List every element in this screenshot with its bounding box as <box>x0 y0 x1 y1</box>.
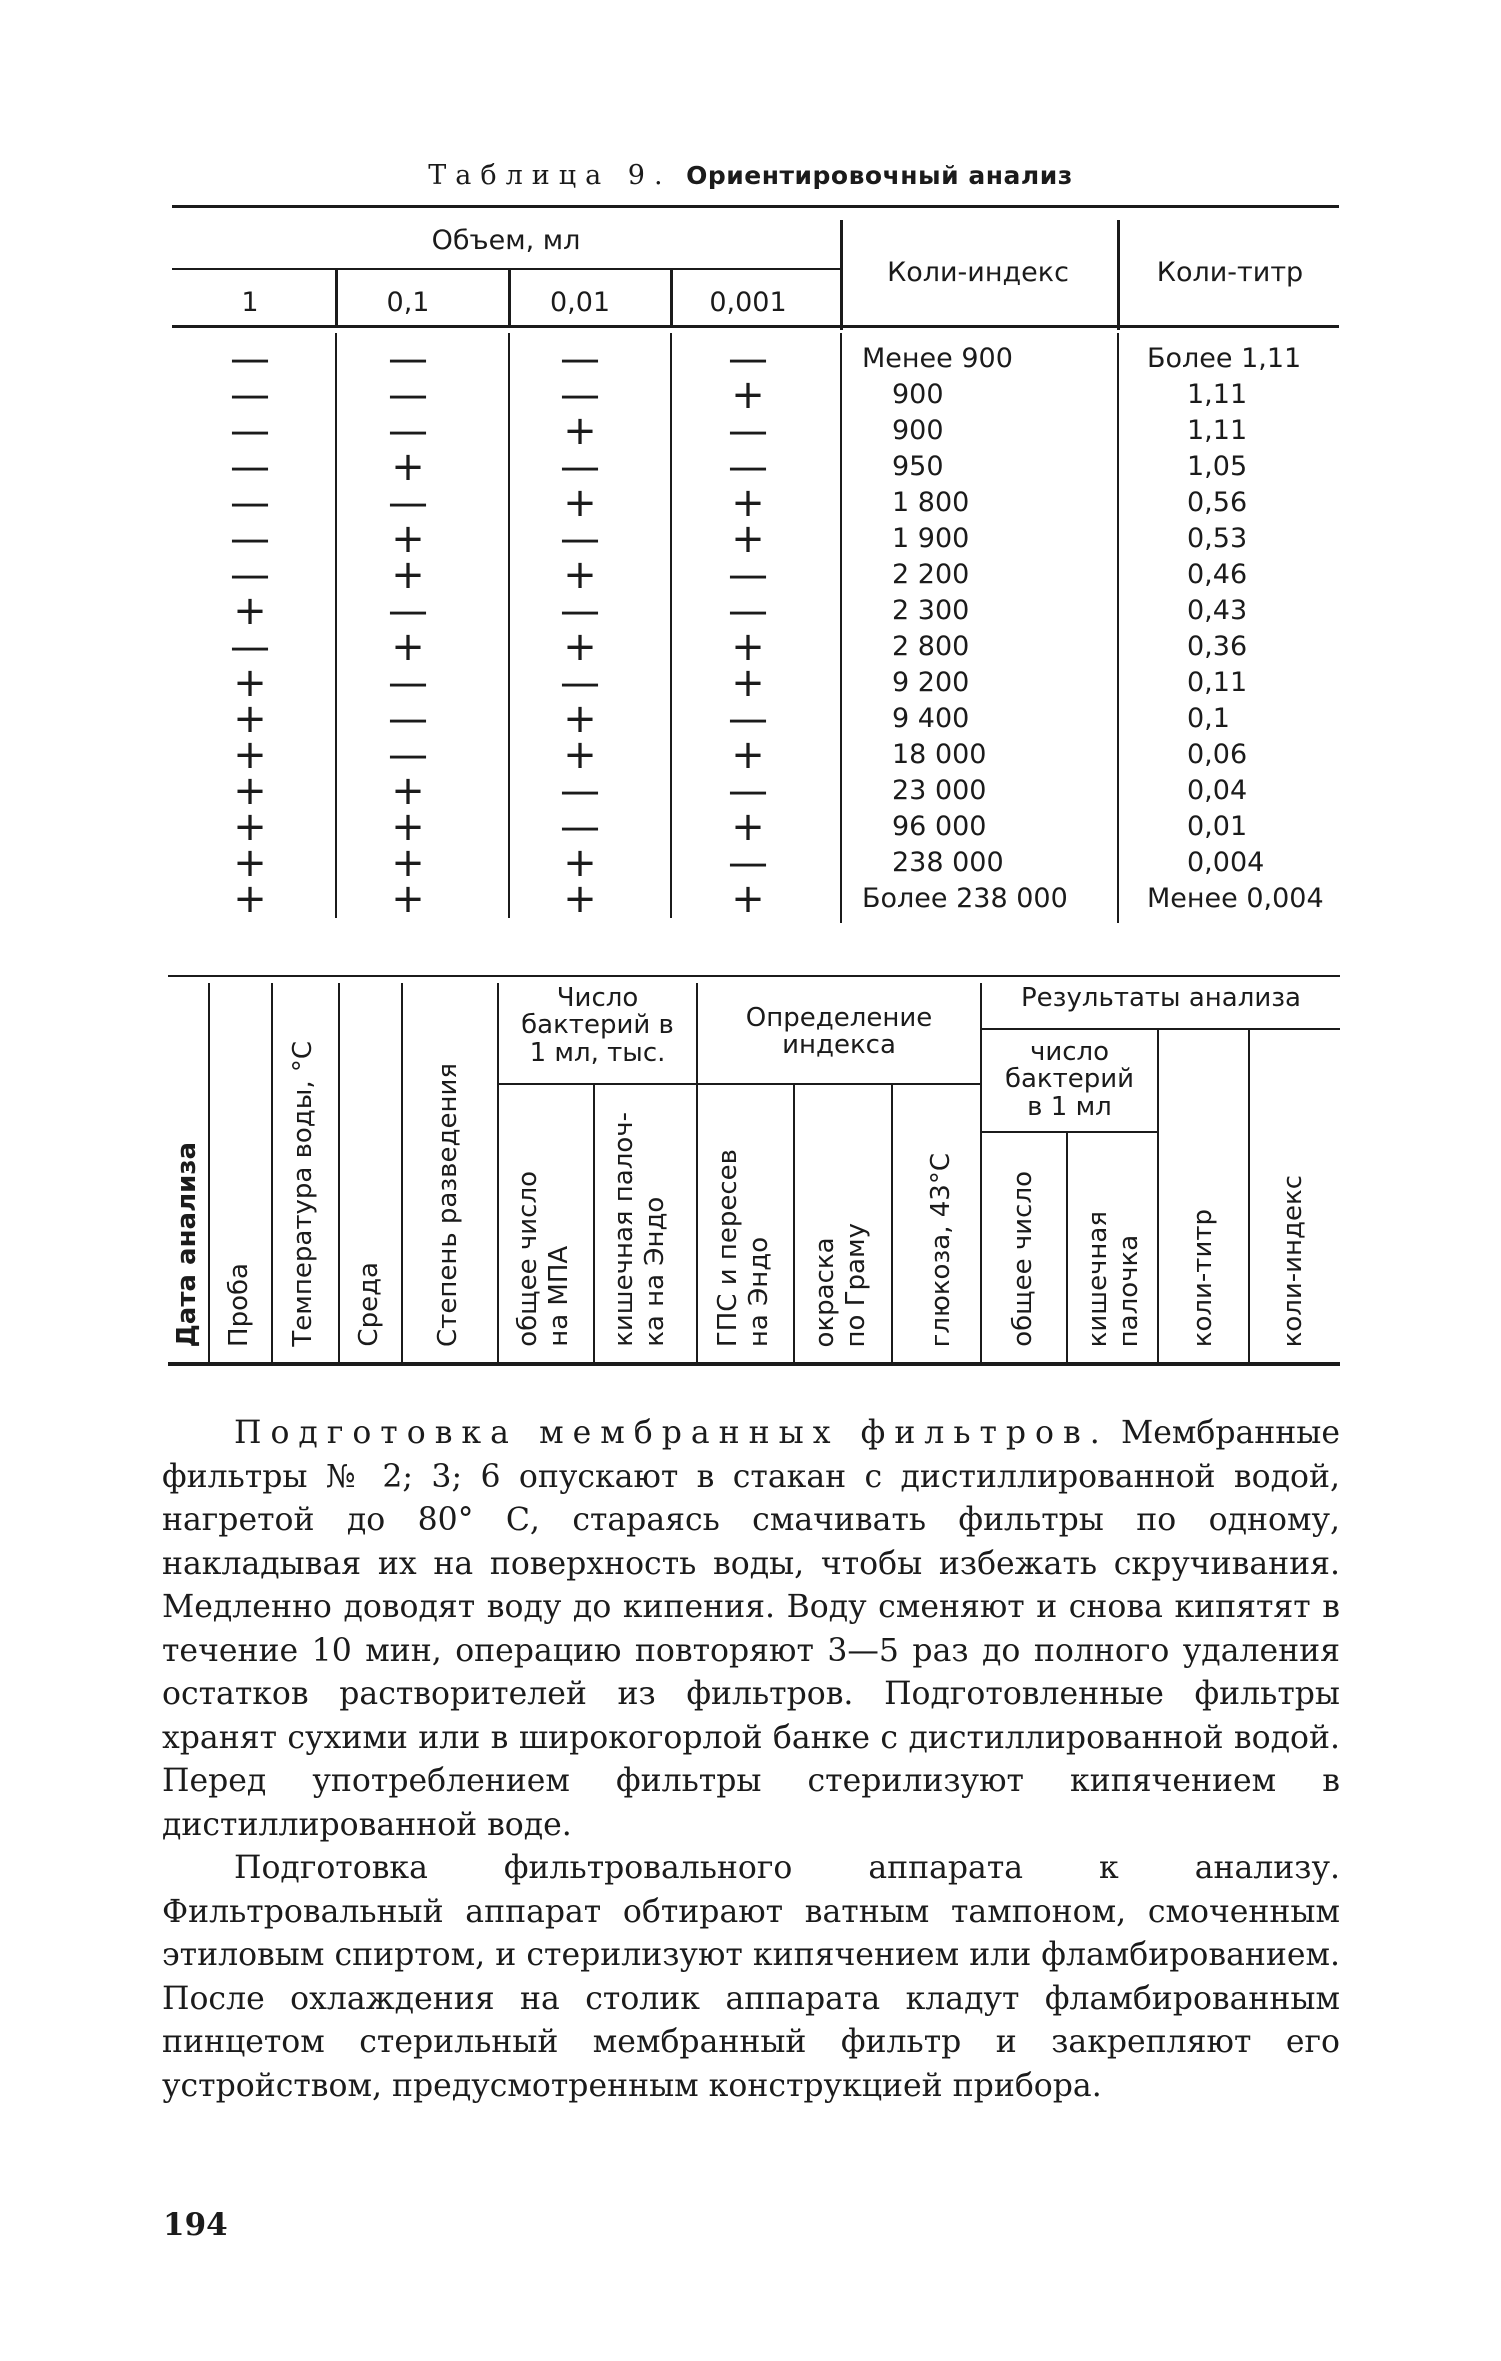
sign-cell: + <box>233 768 267 814</box>
sign-cell: + <box>391 840 425 886</box>
sign-cell: — <box>388 480 428 526</box>
temperature-column-header: Температура воды, °С <box>288 1041 318 1347</box>
coli-titer-cell: 1,11 <box>1187 379 1248 410</box>
vline <box>271 983 273 1363</box>
coli-index-cell: 2 200 <box>892 559 970 590</box>
sign-cell: + <box>233 588 267 634</box>
sign-cell: — <box>560 804 600 850</box>
vline <box>1248 1030 1250 1363</box>
paragraph-membrane-filters <box>162 1412 1340 1847</box>
sign-cell: + <box>563 552 597 598</box>
volume-col-0-1: 0,1 <box>386 287 430 318</box>
coli-index-cell: Менее 900 <box>862 343 1013 374</box>
vline <box>1066 1133 1068 1363</box>
coli-index-cell: 23 000 <box>892 775 987 806</box>
vline <box>891 1085 893 1363</box>
coli-titer-header: Коли-титр <box>1156 257 1304 288</box>
sign-cell: — <box>560 516 600 562</box>
vline <box>840 220 843 330</box>
sign-cell: — <box>560 336 600 382</box>
sign-cell: — <box>560 660 600 706</box>
vline <box>1157 1030 1159 1363</box>
analysis-journal-table <box>168 975 1340 1367</box>
coli-titer-cell: 0,36 <box>1187 631 1248 662</box>
bottom-rule <box>168 1362 1340 1366</box>
coli-index-column-header: коли-индекс <box>1278 1174 1308 1347</box>
vline <box>508 333 510 918</box>
volume-col-0-001: 0,001 <box>709 287 787 318</box>
body-text <box>162 1412 1340 2108</box>
sign-cell: + <box>233 696 267 742</box>
sign-cell: — <box>388 660 428 706</box>
glucose-column-header: глюкоза, 43°С <box>926 1152 956 1347</box>
sign-cell: — <box>560 372 600 418</box>
vline <box>1117 333 1119 923</box>
table-caption-title: Ориентировочный анализ <box>686 161 1073 190</box>
vline <box>670 270 673 325</box>
coli-index-cell: 18 000 <box>892 739 987 770</box>
coli-index-cell: 950 <box>892 451 944 482</box>
sign-cell: + <box>233 732 267 778</box>
sign-cell: + <box>391 804 425 850</box>
vline <box>401 983 403 1363</box>
coli-index-cell: 900 <box>892 415 944 446</box>
coli-index-cell: 1 900 <box>892 523 970 554</box>
top-rule <box>172 205 1339 208</box>
sign-cell: — <box>230 408 270 454</box>
date-column-header: Дата анализа <box>172 1141 202 1347</box>
coli-titer-column-header: коли-титр <box>1188 1208 1218 1347</box>
coli-index-header: Коли-индекс <box>887 257 1069 288</box>
paragraph-text: Мембранные фильтры № 2; 3; 6 опускают в стакан с дистиллированной водой, нагретой до 80° С, стараясь смачивать фильтры по одному, накладывая их на поверхность воды, чтобы избежать скручивания. Медленно доводят воду до кипения. Воду сменяют и снова кипятят в течение 10 мин, операцию повторяют 3—5 раз до полного удаления остатков растворителей из фильтров. Подготовленные фильтры хранят сухими или в широкогорлой банке с дистиллированной водой. Перед употреблением фильтры стерилизуют кипячением в дистиллированной воде. <box>162 1415 1340 1843</box>
coli-index-cell: 900 <box>892 379 944 410</box>
sign-cell: — <box>560 768 600 814</box>
coli-titer-cell: 0,1 <box>1187 703 1230 734</box>
coli-index-cell: Более 238 000 <box>862 883 1068 914</box>
sign-cell: — <box>388 336 428 382</box>
sign-cell: + <box>731 516 765 562</box>
dilution-column-header: Степень разведения <box>433 1063 463 1347</box>
volume-col-0-01: 0,01 <box>549 287 611 318</box>
coli-titer-cell: 0,46 <box>1187 559 1248 590</box>
sign-cell: — <box>728 696 768 742</box>
sign-cell: — <box>728 768 768 814</box>
sign-cell: — <box>560 444 600 490</box>
coli-rod-column-header: кишечная палочка <box>1083 1210 1145 1347</box>
hline <box>980 1131 1157 1133</box>
coli-index-cell: 96 000 <box>892 811 987 842</box>
bacteria-count-header: Число бактерий в 1 мл, тыс. <box>521 983 674 1068</box>
volume-rule <box>172 268 840 270</box>
sign-cell: — <box>728 840 768 886</box>
coli-index-cell: 2 300 <box>892 595 970 626</box>
sign-cell: + <box>731 732 765 778</box>
sign-cell: — <box>728 588 768 634</box>
sign-cell: + <box>563 624 597 670</box>
gram-column-header: окраска по Граму <box>810 1222 872 1347</box>
sign-cell: + <box>391 552 425 598</box>
coli-titer-cell: 0,56 <box>1187 487 1248 518</box>
sign-cell: + <box>233 660 267 706</box>
vline <box>793 1085 795 1363</box>
paragraph-filter-apparatus: Подготовка фильтровального аппарата к анализу. Фильтровальный аппарат обтирают ватным тампоном, смоченным этиловым спиртом, и стерилизуют кипячением или фламбированием. После охлаждения на столик аппарата кладут фламбированным пинцетом стерильный мембранный фильтр и закрепляют его устройством, предусмотренным конструкцией прибора. <box>162 1850 1340 2104</box>
coli-titer-cell: 0,43 <box>1187 595 1248 626</box>
sign-cell: — <box>388 696 428 742</box>
hline <box>696 1083 980 1085</box>
sign-cell: + <box>563 480 597 526</box>
page-number: 194 <box>163 2207 228 2243</box>
table-caption <box>0 160 1501 191</box>
vline <box>840 333 842 923</box>
sign-cell: + <box>391 516 425 562</box>
gps-endo-column-header: ГПС и пересев на Эндо <box>713 1148 775 1347</box>
coli-titer-cell: Менее 0,004 <box>1147 883 1324 914</box>
vline <box>335 270 338 325</box>
hline <box>497 1083 696 1085</box>
coli-titer-cell: 1,11 <box>1187 415 1248 446</box>
paragraph-heading: Подготовка мембранных фильтров. <box>234 1415 1109 1451</box>
sign-cell: — <box>388 372 428 418</box>
total-count-column-header: общее число <box>1008 1171 1038 1347</box>
sign-cell: — <box>728 336 768 382</box>
coli-titer-cell: 0,06 <box>1187 739 1248 770</box>
vline <box>208 983 210 1363</box>
coli-index-cell: 2 800 <box>892 631 970 662</box>
sign-cell: + <box>731 372 765 418</box>
table-9 <box>172 205 1339 925</box>
sign-cell: + <box>563 840 597 886</box>
coli-index-cell: 238 000 <box>892 847 1004 878</box>
coli-index-cell: 9 200 <box>892 667 970 698</box>
sign-cell: — <box>388 732 428 778</box>
sign-cell: + <box>563 732 597 778</box>
sign-cell: — <box>388 588 428 634</box>
hline <box>980 1028 1340 1030</box>
sign-cell: — <box>728 552 768 598</box>
coli-titer-cell: Более 1,11 <box>1147 343 1302 374</box>
sign-cell: + <box>731 660 765 706</box>
sign-cell: — <box>230 480 270 526</box>
sign-cell: — <box>230 624 270 670</box>
medium-column-header: Среда <box>354 1262 384 1347</box>
top-rule <box>168 975 1340 977</box>
sign-cell: — <box>230 444 270 490</box>
sign-cell: — <box>388 408 428 454</box>
coli-titer-cell: 0,004 <box>1187 847 1265 878</box>
sign-cell: + <box>391 624 425 670</box>
sample-column-header: Проба <box>224 1263 254 1347</box>
coli-endo-column-header: кишечная палоч- ка на Эндо <box>609 1112 671 1347</box>
coli-titer-cell: 0,04 <box>1187 775 1248 806</box>
coli-titer-cell: 0,11 <box>1187 667 1248 698</box>
sign-cell: + <box>391 768 425 814</box>
sign-cell: + <box>563 408 597 454</box>
sign-cell: — <box>230 372 270 418</box>
sign-cell: + <box>563 696 597 742</box>
vline <box>1117 220 1120 330</box>
sign-cell: — <box>230 336 270 382</box>
index-determination-header: Определение индекса <box>745 1003 933 1061</box>
total-mpa-column-header: общее число на МПА <box>513 1171 575 1347</box>
volume-header: Объем, мл <box>431 225 581 256</box>
table-caption-label: Таблица 9. <box>428 160 672 191</box>
coli-index-cell: 1 800 <box>892 487 970 518</box>
header-rule <box>172 325 1339 328</box>
sign-cell: + <box>731 624 765 670</box>
sign-cell: + <box>731 480 765 526</box>
sign-cell: + <box>233 804 267 850</box>
sign-cell: — <box>560 588 600 634</box>
bacteria-per-ml-header: число бактерий в 1 мл <box>1004 1037 1135 1122</box>
sign-cell: + <box>731 876 765 922</box>
coli-titer-cell: 0,01 <box>1187 811 1248 842</box>
sign-cell: + <box>563 876 597 922</box>
sign-cell: — <box>230 516 270 562</box>
sign-cell: — <box>230 552 270 598</box>
sign-cell: — <box>728 444 768 490</box>
sign-cell: + <box>233 876 267 922</box>
sign-cell: — <box>728 408 768 454</box>
results-header: Результаты анализа <box>1021 983 1301 1013</box>
vline <box>670 333 672 918</box>
coli-titer-cell: 0,53 <box>1187 523 1248 554</box>
coli-titer-cell: 1,05 <box>1187 451 1248 482</box>
sign-cell: + <box>233 840 267 886</box>
vline <box>508 270 511 325</box>
vline <box>593 1085 595 1363</box>
vline <box>335 333 337 918</box>
sign-cell: + <box>391 444 425 490</box>
sign-cell: + <box>391 876 425 922</box>
coli-index-cell: 9 400 <box>892 703 970 734</box>
volume-col-1: 1 <box>241 287 259 318</box>
sign-cell: + <box>731 804 765 850</box>
vline <box>338 983 340 1363</box>
